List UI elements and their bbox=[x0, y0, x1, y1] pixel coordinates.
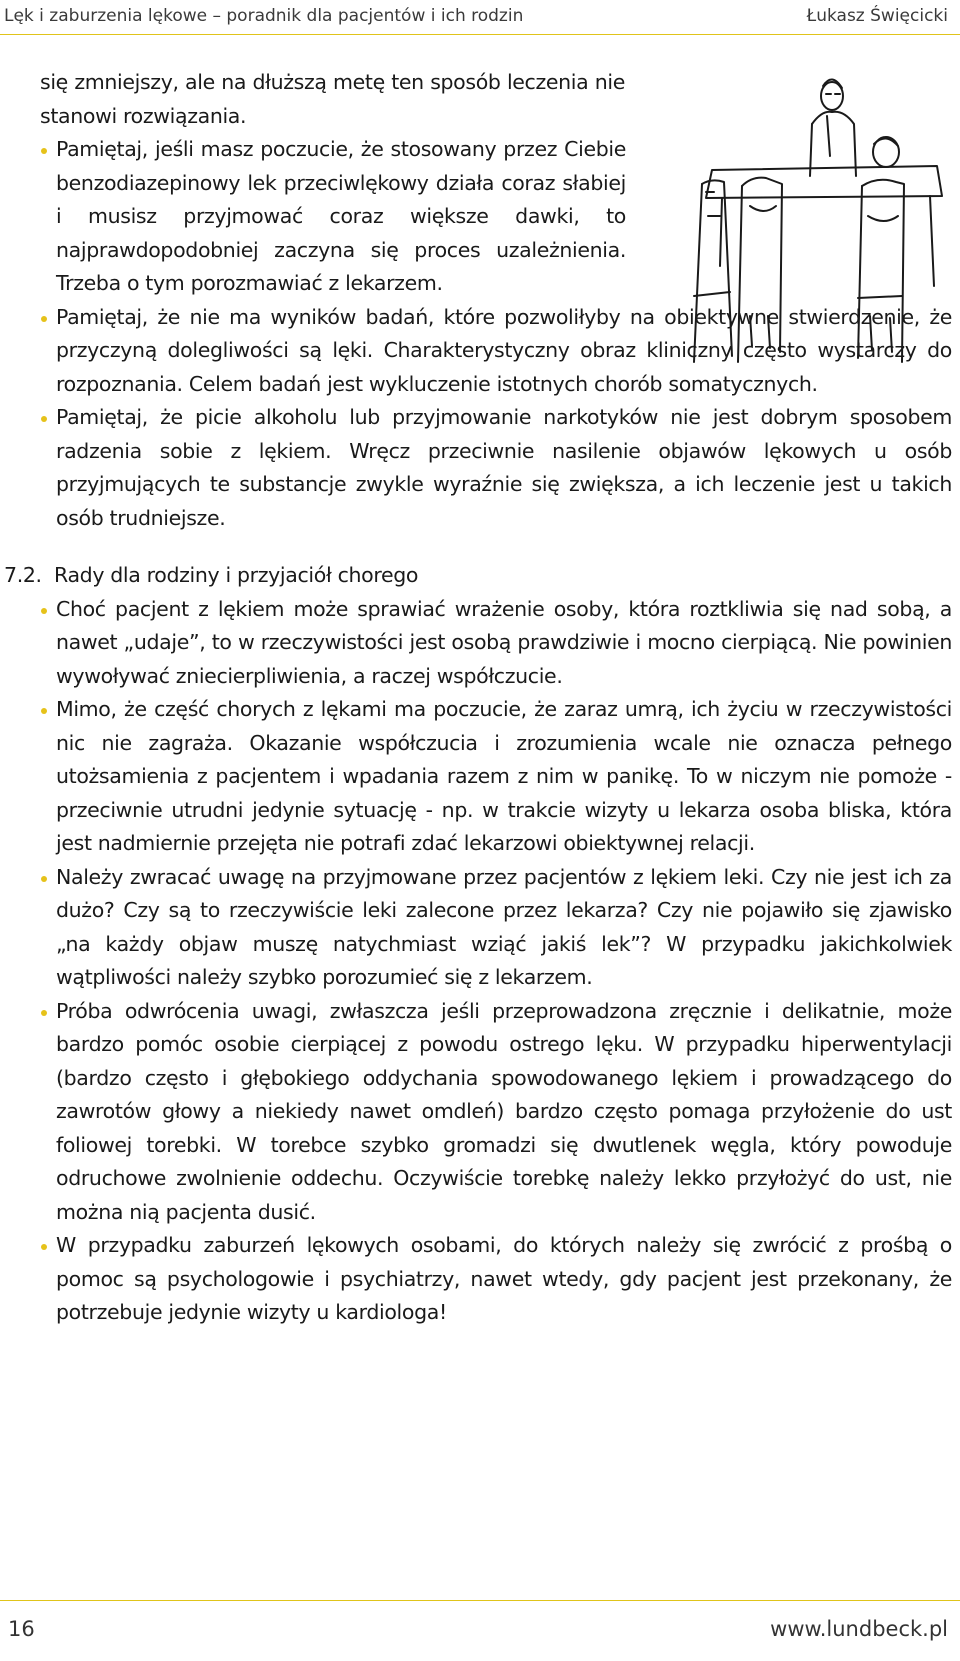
list-item-text: Choć pacjent z lękiem może sprawiać wrażenie osoby, która roztkliwia się nad sobą, a nawet „udaje”, to w rzeczywistości jest osobą prawdziwie i mocno cierpiącą. Nie powinien wywoływać zniecierpliwienia, a raczej współczucie. bbox=[56, 596, 952, 688]
list-item-text: Pamiętaj, jeśli masz poczucie, że stosowany przez Ciebie benzodiazepinowy lek przeciwlękowy działa coraz słabiej i musisz przyjmować coraz większe dawki, to najprawdopodobniej zaczyna się proces uzależnienia. Trzeba o tym porozmawiać z lekarzem. bbox=[56, 137, 626, 295]
list-item-text: Próba odwrócenia uwagi, zwłaszcza jeśli przeprowadzona zręcznie i delikatnie, może bardzo pomóc osobie cierpiącej z powodu ostrego lęku. W przypadku hiperwentylacji (bardzo często i głębokiego oddychania spowodowanego lękiem i prowadzącego do zawrotów głowy a niekiedy nawet omdleń) bardzo często pomaga przyłożenie do ust foliowej torebki. W torebce szybko gromadzi się dwutlenek węgla, który powoduje odruchowe zwolnienie oddechu. Oczywiście torebkę należy lekko przyłożyć do ust, nie można nią pacjenta dusić. bbox=[56, 998, 952, 1224]
intro-paragraph: się zmniejszy, ale na dłuższą metę ten sposób leczenia nie stanowi rozwiązania. bbox=[40, 70, 625, 128]
list-item-text: Pamiętaj, że picie alkoholu lub przyjmowanie narkotyków nie jest dobrym sposobem radzenia sobie z lękiem. Wręcz przeciwnie nasilenie objawów lękowych u osób przyjmujących te substancje zwykle wyraźnie się zwiększa, a ich leczenie jest u takich osób trudniejsze. bbox=[56, 405, 952, 530]
list-item bbox=[40, 593, 952, 694]
list-item-text: W przypadku zaburzeń lękowych osobami, do których należy się zwrócić z prośbą o pomoc są psychologowie i psychiatrzy, nawet wtedy, gdy pacjent jest przekonany, że potrzebuje jedynie wizyty u kardiologa! bbox=[56, 1233, 952, 1324]
list-item bbox=[40, 401, 952, 535]
list-item-text: Należy zwracać uwagę na przyjmowane przez pacjentów z lękiem leki. Czy nie jest ich za dużo? Czy są to rzeczywiście leki zalecone przez lekarza? Czy nie pojawiło się zjawisko „na każdy objaw muszę natychmiast wziąć jakiś lek”? W przypadku jakichkolwiek wątpliwości należy szybko porozumieć się z lekarzem. bbox=[56, 864, 952, 989]
list-item bbox=[40, 301, 952, 402]
author-name: Łukasz Święcicki bbox=[806, 6, 948, 26]
bullet-icon bbox=[41, 708, 47, 714]
section-title: Rady dla rodziny i przyjaciół chorego bbox=[54, 563, 419, 587]
section-number: 7.2. bbox=[4, 563, 42, 587]
list-item bbox=[40, 133, 626, 301]
page-number: 16 bbox=[8, 1617, 35, 1641]
page-content bbox=[4, 66, 952, 1330]
bullet-icon bbox=[41, 148, 47, 154]
page-header bbox=[0, 0, 960, 35]
list-item-text: Pamiętaj, że nie ma wyników badań, które pozwoliłyby na obiektywne stwierdzenie, że przyczyną dolegliwości są lęki. Charakterystyczny obraz kliniczny często wystarczy do rozpoznania. Celem badań jest wykluczenie istotnych chorób somatycznych. bbox=[56, 304, 952, 396]
bullet-icon bbox=[41, 608, 47, 614]
bullet-icon bbox=[41, 876, 47, 882]
running-title: Lęk i zaburzenia lękowe – poradnik dla pacjentów i ich rodzin bbox=[4, 6, 524, 26]
list-item bbox=[40, 995, 952, 1230]
list-item bbox=[40, 861, 952, 995]
page-footer bbox=[0, 1600, 960, 1661]
bullet-icon bbox=[41, 1010, 47, 1016]
section-heading bbox=[4, 559, 952, 593]
bullet-icon bbox=[41, 416, 47, 422]
bullet-icon bbox=[41, 1244, 47, 1250]
list-item-text: Mimo, że część chorych z lękami ma poczucie, że zaraz umrą, ich życiu w rzeczywistości nic nie zagraża. Okazanie współczucia i zrozumienia wcale nie oznacza pełnego utożsamienia z pacjentem i wpadania razem z nim w panikę. To w niczym nie pomoże - przeciwnie utrudni jedynie sytuację - np. w trakcie wizyty u lekarza osoba bliska, która jest nadmiernie przejęta nie potrafi zdać lekarzowi obiektywnej relacji. bbox=[56, 697, 952, 855]
list-item bbox=[40, 1229, 952, 1330]
website-link[interactable]: www.lundbeck.pl bbox=[770, 1617, 948, 1641]
list-item bbox=[40, 693, 952, 861]
bullet-icon bbox=[41, 316, 47, 322]
